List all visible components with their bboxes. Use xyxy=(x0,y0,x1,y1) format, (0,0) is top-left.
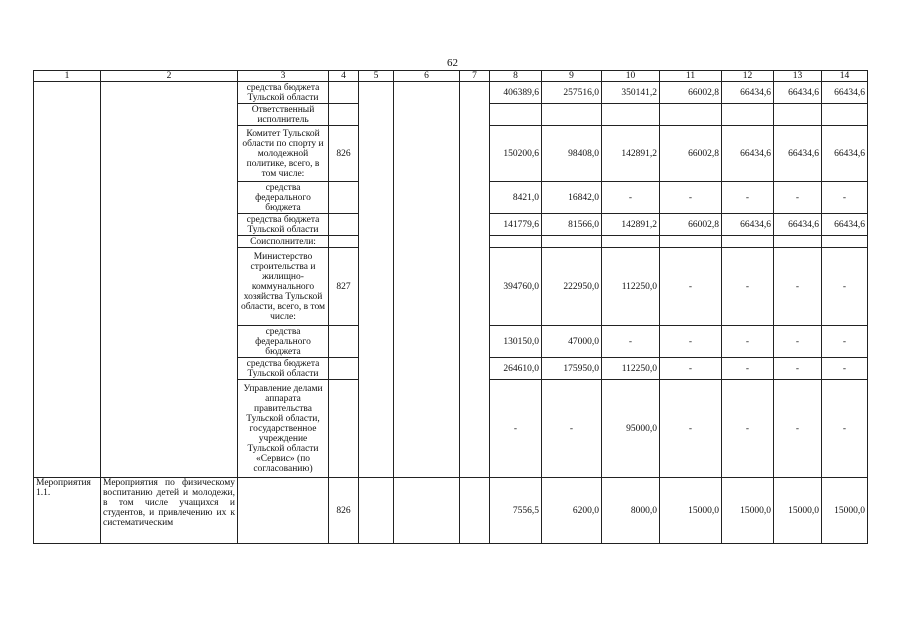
cell-value xyxy=(542,104,602,126)
cell-value: - xyxy=(490,380,542,478)
cell-value: - xyxy=(722,248,774,326)
cell-value xyxy=(490,236,542,248)
cell-col7 xyxy=(460,478,490,544)
cell-value: - xyxy=(660,326,722,358)
cell-value: - xyxy=(822,182,868,214)
measure-description: Мероприятия по физическому воспитанию детей и молодежи, в том числе учащихся и студентов, и привлечению их к систематическим xyxy=(101,478,238,544)
cell-col6 xyxy=(394,82,460,478)
cell-value: 66434,6 xyxy=(822,214,868,236)
cell-value: - xyxy=(660,182,722,214)
cell-value: 66434,6 xyxy=(722,126,774,182)
cell-code xyxy=(329,214,359,236)
cell-value xyxy=(660,104,722,126)
cell-value: 81566,0 xyxy=(542,214,602,236)
cell-col5 xyxy=(359,82,394,478)
column-header: 14 xyxy=(822,71,868,82)
cell-code: 826 xyxy=(329,126,359,182)
cell-source: средства федерального бюджета xyxy=(238,182,329,214)
cell-value: - xyxy=(722,380,774,478)
cell-value: - xyxy=(822,248,868,326)
cell-source: Управление делами аппарата правительства Тульской области, государственное учреждение Тульской области «Сервис» (по согласованию) xyxy=(238,380,329,478)
cell-value xyxy=(774,104,822,126)
cell-value: - xyxy=(660,248,722,326)
cell-code: 827 xyxy=(329,248,359,326)
cell-value: 66002,8 xyxy=(660,82,722,104)
cell-value: 8000,0 xyxy=(602,478,660,544)
cell-value xyxy=(660,236,722,248)
cell-value: - xyxy=(722,182,774,214)
page-number: 62 xyxy=(447,57,458,69)
cell-value: 257516,0 xyxy=(542,82,602,104)
cell-code xyxy=(329,358,359,380)
cell-value: 15000,0 xyxy=(722,478,774,544)
cell-source: Соисполнители: xyxy=(238,236,329,248)
cell-source: средства бюджета Тульской области xyxy=(238,214,329,236)
cell-value: 66434,6 xyxy=(722,214,774,236)
measure-row xyxy=(34,478,868,544)
cell-value xyxy=(602,104,660,126)
cell-value: 112250,0 xyxy=(602,358,660,380)
column-header: 1 xyxy=(34,71,101,82)
cell-source: средства федерального бюджета xyxy=(238,326,329,358)
cell-value: 66002,8 xyxy=(660,126,722,182)
column-header: 9 xyxy=(542,71,602,82)
cell-value: - xyxy=(822,326,868,358)
cell-value: 95000,0 xyxy=(602,380,660,478)
budget-table xyxy=(33,70,868,544)
cell-value xyxy=(602,236,660,248)
cell-value: 16842,0 xyxy=(542,182,602,214)
cell-value: - xyxy=(774,182,822,214)
cell-value: - xyxy=(774,248,822,326)
cell-source: Министерство строительства и жилищно-коммунального хозяйства Тульской области, всего, в том числе: xyxy=(238,248,329,326)
cell-value: 406389,6 xyxy=(490,82,542,104)
cell-code xyxy=(329,104,359,126)
column-header: 2 xyxy=(101,71,238,82)
cell-value: 66434,6 xyxy=(774,126,822,182)
cell-value: - xyxy=(602,326,660,358)
cell-value xyxy=(774,236,822,248)
cell-value: 66434,6 xyxy=(722,82,774,104)
cell-value xyxy=(722,104,774,126)
cell-value: - xyxy=(660,380,722,478)
column-header: 5 xyxy=(359,71,394,82)
cell-value: 66434,6 xyxy=(822,126,868,182)
cell-value: - xyxy=(822,358,868,380)
cell-value: - xyxy=(774,326,822,358)
cell-value: 66434,6 xyxy=(774,214,822,236)
cell-source xyxy=(238,478,329,544)
cell-value: - xyxy=(602,182,660,214)
cell-source: Ответственный исполнитель xyxy=(238,104,329,126)
cell-value xyxy=(822,236,868,248)
column-header: 13 xyxy=(774,71,822,82)
table-row xyxy=(34,82,868,104)
cell-value: 98408,0 xyxy=(542,126,602,182)
cell-col5 xyxy=(359,478,394,544)
cell-col1 xyxy=(34,82,101,478)
cell-value: 142891,2 xyxy=(602,126,660,182)
cell-value: 394760,0 xyxy=(490,248,542,326)
cell-code: 826 xyxy=(329,478,359,544)
cell-value: 112250,0 xyxy=(602,248,660,326)
cell-value: - xyxy=(774,380,822,478)
cell-value: 142891,2 xyxy=(602,214,660,236)
cell-source: средства бюджета Тульской области xyxy=(238,82,329,104)
cell-value: 7556,5 xyxy=(490,478,542,544)
cell-code xyxy=(329,326,359,358)
cell-code xyxy=(329,182,359,214)
cell-value: - xyxy=(660,358,722,380)
cell-value: - xyxy=(542,380,602,478)
column-header: 12 xyxy=(722,71,774,82)
cell-value: 66434,6 xyxy=(822,82,868,104)
cell-value: 150200,6 xyxy=(490,126,542,182)
cell-code xyxy=(329,236,359,248)
cell-col6 xyxy=(394,478,460,544)
cell-value: 66002,8 xyxy=(660,214,722,236)
cell-value: 141779,6 xyxy=(490,214,542,236)
cell-value: 6200,0 xyxy=(542,478,602,544)
cell-value: 15000,0 xyxy=(822,478,868,544)
cell-value: - xyxy=(722,326,774,358)
cell-value xyxy=(542,236,602,248)
column-header: 11 xyxy=(660,71,722,82)
cell-source: Комитет Тульской области по спорту и молодежной политике, всего, в том числе: xyxy=(238,126,329,182)
cell-code xyxy=(329,380,359,478)
cell-source: средства бюджета Тульской области xyxy=(238,358,329,380)
cell-col7 xyxy=(460,82,490,478)
cell-value xyxy=(490,104,542,126)
cell-value: - xyxy=(774,358,822,380)
cell-col2 xyxy=(101,82,238,478)
column-header: 7 xyxy=(460,71,490,82)
column-header: 4 xyxy=(329,71,359,82)
cell-value: 47000,0 xyxy=(542,326,602,358)
column-header: 6 xyxy=(394,71,460,82)
cell-value xyxy=(722,236,774,248)
measure-number: Мероприятия 1.1. xyxy=(34,478,101,544)
cell-value: 264610,0 xyxy=(490,358,542,380)
column-header: 8 xyxy=(490,71,542,82)
cell-value: - xyxy=(822,380,868,478)
cell-value: 66434,6 xyxy=(774,82,822,104)
cell-value: 130150,0 xyxy=(490,326,542,358)
cell-value: 350141,2 xyxy=(602,82,660,104)
cell-value: - xyxy=(722,358,774,380)
column-header: 3 xyxy=(238,71,329,82)
cell-code xyxy=(329,82,359,104)
header-row xyxy=(34,71,868,82)
cell-value: 222950,0 xyxy=(542,248,602,326)
cell-value: 175950,0 xyxy=(542,358,602,380)
cell-value: 8421,0 xyxy=(490,182,542,214)
cell-value: 15000,0 xyxy=(774,478,822,544)
cell-value xyxy=(822,104,868,126)
cell-value: 15000,0 xyxy=(660,478,722,544)
column-header: 10 xyxy=(602,71,660,82)
